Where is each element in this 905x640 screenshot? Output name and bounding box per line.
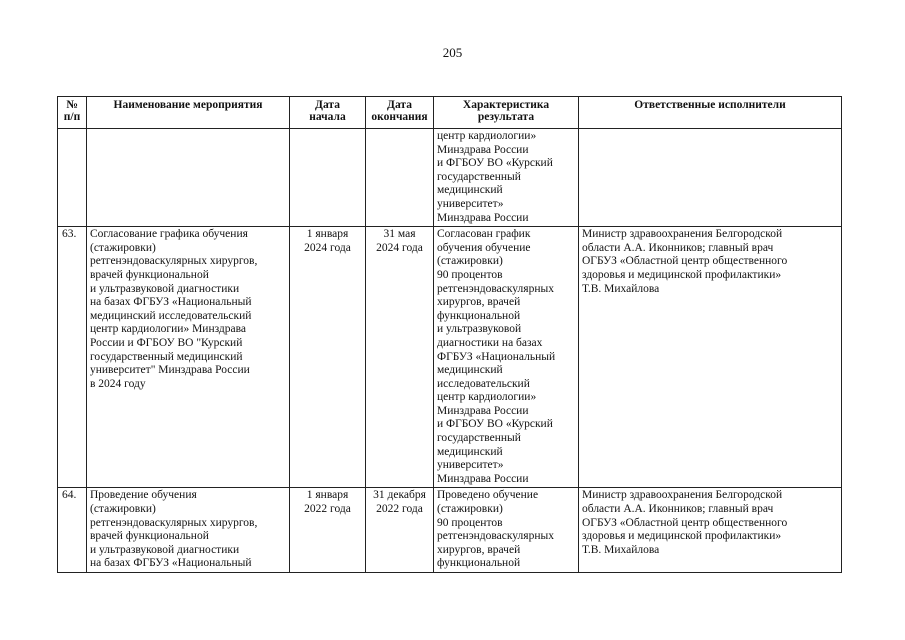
row-number: 64. — [58, 488, 87, 573]
activity-name: Согласование графика обучения (стажировки) ретгенэндоваскулярных хирургов, врачей функциональной и ультразвуковой диагностики на базах ФГБУЗ «Национальный медицинский исследовательский центр кардиологии» Минздрава России и ФГБОУ ВО "Курский государственный медицинский университет" Минздрава России в 2024 году — [87, 227, 290, 488]
responsible-persons — [579, 129, 842, 227]
result-description: Согласован график обучения обучение (стажировки) 90 процентов ретгенэндоваскулярных хирургов, врачей функциональной и ультразвуковой диагностики на базах ФГБУЗ «Национальный медицинский исследовательский центр кардиологии» Минздрава России и ФГБОУ ВО «Курский государственный медицинский университет» Минздрава России — [434, 227, 579, 488]
header-start-date: Дата начала — [290, 97, 366, 129]
table-row — [58, 129, 842, 227]
activity-name — [87, 129, 290, 227]
table-row — [58, 227, 842, 488]
activities-table — [57, 96, 842, 573]
start-date: 1 января 2024 года — [290, 227, 366, 488]
result-description: Проведено обучение (стажировки) 90 процентов ретгенэндоваскулярных хирургов, врачей функциональной — [434, 488, 579, 573]
header-responsible: Ответственные исполнители — [579, 97, 842, 129]
page-number: 205 — [442, 45, 463, 60]
header-result: Характеристика результата — [434, 97, 579, 129]
row-number — [58, 129, 87, 227]
header-number: № п/п — [58, 97, 87, 129]
end-date: 31 декабря 2022 года — [366, 488, 434, 573]
responsible-persons: Министр здравоохранения Белгородской области А.А. Иконников; главный врач ОГБУЗ «Областной центр общественного здоровья и медицинской профилактики» Т.В. Михайлова — [579, 488, 842, 573]
table-row — [58, 488, 842, 573]
end-date: 31 мая 2024 года — [366, 227, 434, 488]
result-description: центр кардиологии» Минздрава России и ФГБОУ ВО «Курский государственный медицинский университет» Минздрава России — [434, 129, 579, 227]
end-date — [366, 129, 434, 227]
row-number: 63. — [58, 227, 87, 488]
table-header-row — [58, 97, 842, 129]
start-date: 1 января 2022 года — [290, 488, 366, 573]
header-activity-name: Наименование мероприятия — [87, 97, 290, 129]
start-date — [290, 129, 366, 227]
activity-name: Проведение обучения (стажировки) ретгенэндоваскулярных хирургов, врачей функциональной и ультразвуковой диагностики на базах ФГБУЗ «Национальный — [87, 488, 290, 573]
header-end-date: Дата окончания — [366, 97, 434, 129]
responsible-persons: Министр здравоохранения Белгородской области А.А. Иконников; главный врач ОГБУЗ «Областной центр общественного здоровья и медицинской профилактики» Т.В. Михайлова — [579, 227, 842, 488]
